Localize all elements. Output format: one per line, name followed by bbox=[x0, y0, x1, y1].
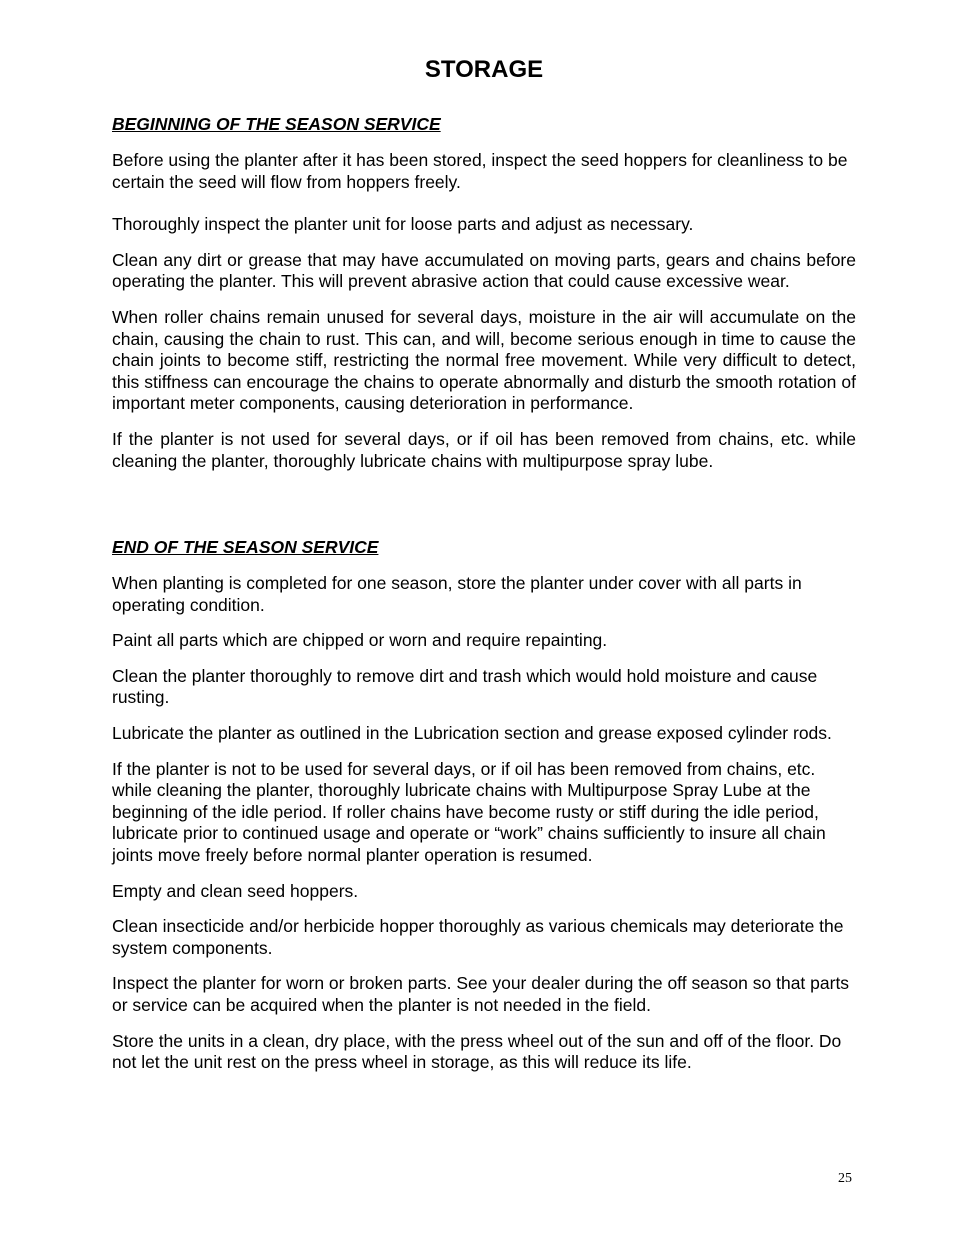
beginning-paragraph-1: Before using the planter after it has been stored, inspect the seed hoppers for cleanliness to be certain the seed will flow from hoppers freely. bbox=[112, 150, 848, 192]
end-season-section bbox=[112, 537, 856, 1088]
beginning-paragraph-4: When roller chains remain unused for several days, moisture in the air will accumulate on the chain, causing the chain to rust. This can, and will, become serious enough in time to cause the chain joints to become stiff, restricting the normal free movement. While very difficult to detect, this stiffness can encourage the chains to operate abnormally and disturb the smooth rotation of important meter components, causing deterioration in performance. bbox=[112, 306, 856, 414]
end-paragraph-4: Lubricate the planter as outlined in the Lubrication section and grease exposed cylinder rods. bbox=[112, 722, 832, 743]
beginning-paragraph-3: Clean any dirt or grease that may have accumulated on moving parts, gears and chains before operating the planter. This will prevent abrasive action that could cause excessive wear. bbox=[112, 249, 856, 292]
end-paragraph-5: If the planter is not to be used for several days, or if oil has been removed from chains, etc. while cleaning the planter, thoroughly lubricate chains with Multipurpose Spray Lube at the beginning of the idle period. If roller chains have become rusty or stiff during the idle period, lubricate prior to continued usage and operate or “work” chains sufficiently to insure all chain joints move freely before normal planter operation is resumed. bbox=[112, 758, 826, 865]
beginning-season-heading: BEGINNING OF THE SEASON SERVICE bbox=[112, 114, 441, 134]
beginning-paragraph-5: If the planter is not used for several days, or if oil has been removed from chains, etc. while cleaning the planter, thoroughly lubricate chains with multipurpose spray lube. bbox=[112, 428, 856, 471]
end-paragraph-7: Clean insecticide and/or herbicide hopper thoroughly as various chemicals may deteriorate the system components. bbox=[112, 916, 844, 958]
end-paragraph-2: Paint all parts which are chipped or worn and require repainting. bbox=[112, 630, 608, 651]
end-paragraph-8: Inspect the planter for worn or broken parts. See your dealer during the off season so that parts or service can be acquired when the planter is not needed in the field. bbox=[112, 973, 850, 1015]
end-season-heading: END OF THE SEASON SERVICE bbox=[112, 537, 379, 557]
beginning-season-section bbox=[112, 114, 856, 486]
end-paragraph-6: Empty and clean seed hoppers. bbox=[112, 880, 359, 901]
page-number: 25 bbox=[838, 1171, 852, 1186]
page-title: STORAGE bbox=[424, 56, 544, 83]
end-paragraph-3: Clean the planter thoroughly to remove dirt and trash which would hold moisture and cause rusting. bbox=[112, 665, 818, 708]
end-paragraph-1: When planting is completed for one season, store the planter under cover with all parts in operating condition. bbox=[112, 573, 802, 615]
beginning-paragraph-2: Thoroughly inspect the planter unit for loose parts and adjust as necessary. bbox=[112, 214, 694, 235]
end-paragraph-9: Store the units in a clean, dry place, with the press wheel out of the sun and off of the floor. Do not let the unit rest on the press wheel in storage, as this will reduce its life. bbox=[112, 1030, 842, 1073]
